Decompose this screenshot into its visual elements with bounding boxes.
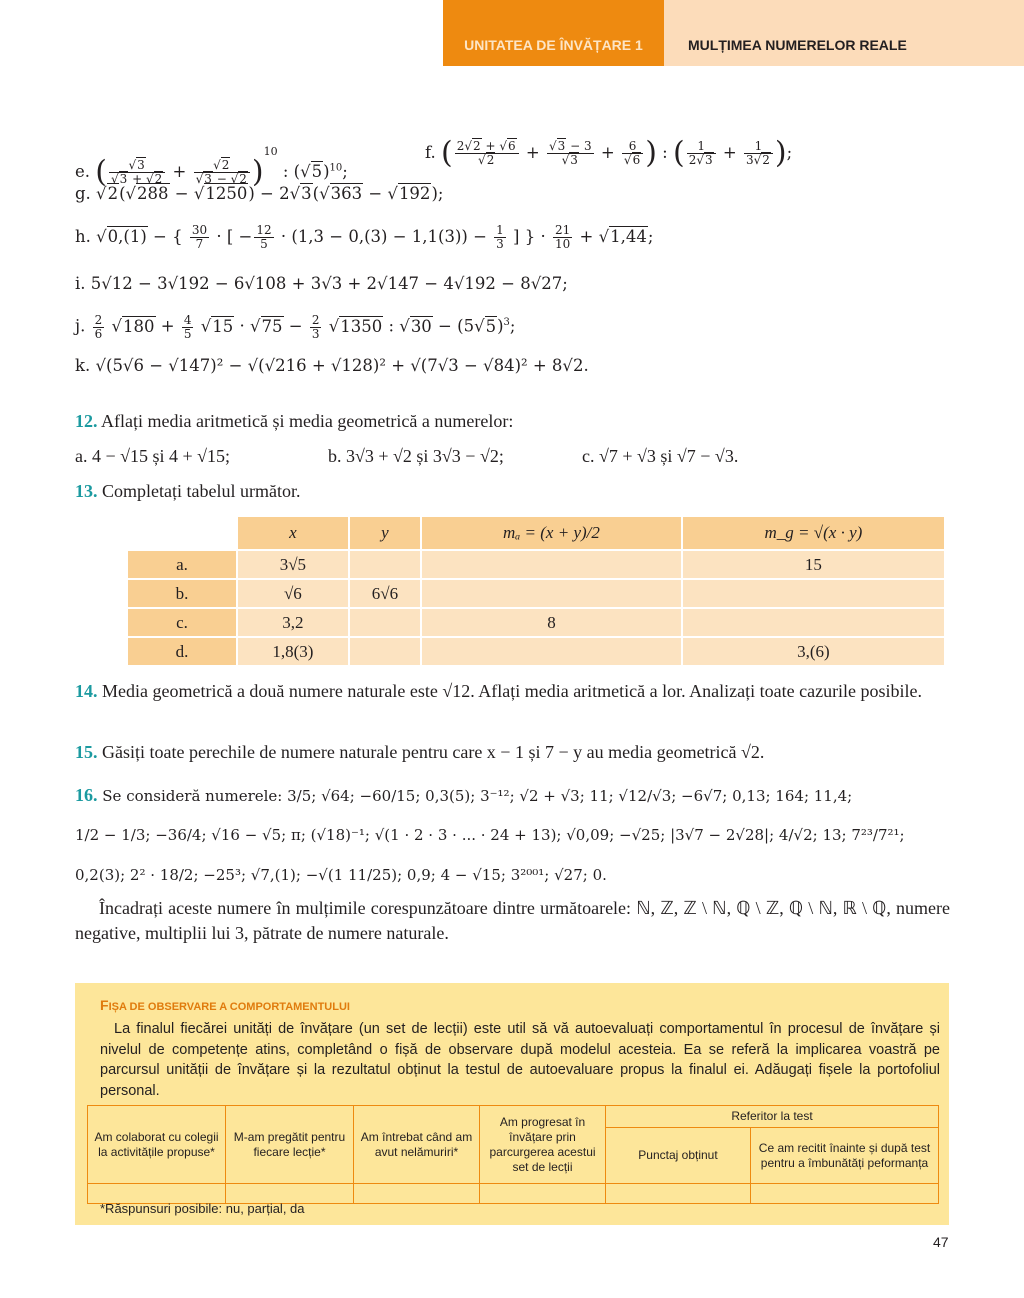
unit-label: UNITATEA DE ÎNVĂȚARE 1 (443, 0, 664, 66)
observation-table: Am colaborat cu colegii la activitățile propuse* M-am pregătit pentru fiecare lecție* Am întrebat când am avut nelămuriri* Am progresat în învățare prin parcurgerea acestui set de lecții Referitor la test Punctaj obținut Ce am recitit înainte și după test pentru a îmbunătăți peformanța (87, 1105, 939, 1204)
problem-16: 16. Se consideră numerele: 3/5; √64; −60/15; 0,3(5); 3⁻¹²; √2 + √3; 11; √12/√3; −6√7; 0,13; 164; 11,4; (75, 785, 853, 805)
problem-12a: a. 4 − √15 și 4 + √15; (75, 446, 231, 466)
problem-16-line3: 0,2(3); 2² · 18/2; −25³; √7,(1); −√(1 11/25); 0,9; 4 − √15; 3²⁰⁰¹; √27; 0. (75, 866, 607, 884)
observation-box (75, 983, 949, 1225)
table-row: b. √6 6√6 (128, 580, 944, 607)
footnote: *Răspunsuri posibile: nu, parțial, da (100, 1201, 305, 1216)
col-x: x (238, 517, 348, 549)
problem-12c: c. √7 + √3 și √7 − √3. (582, 446, 739, 466)
col-mg: m_g = √(x · y) (683, 517, 944, 549)
col-y: y (350, 517, 420, 549)
problem-13-table (126, 515, 946, 667)
problem-14: 14. Media geometrică a două numere naturale este √12. Aflați media aritmetică a lor. Analizați toate cazurile posibile. (75, 681, 923, 701)
problem-number: 12. (75, 411, 98, 431)
page-number: 47 (933, 1234, 949, 1250)
exercise-11k: k. √(5√6 − √147)² − √(√216 + √128)² + √(7√3 − √84)² + 8√2. (75, 356, 589, 375)
observation-box-text: La finalul fiecărei unități de învățare (un set de lecții) este util să vă autoevaluați comportamentul în procesul de învățare și nivelul de competențe atins, completând o fișă de observare după modelul acesteia. Ea se referă la implicarea voastră pe parcursul unității de învățare și la rezultatul obținut la testul de autoevaluare propus la finalul ei. Adăugați fișele la portofoliul personal. (100, 1021, 940, 1099)
table-row: a. 3√5 15 (128, 551, 944, 578)
exercise-11i: i. 5√12 − 3√192 − 6√108 + 3√3 + 2√147 − 4√192 − 8√27; (75, 274, 568, 293)
exercise-11e: e. ( $\frac{√3}{√3 + √2}$ + $\frac{√2}{√3 - √2}$ )$^{10}$ : $(√5)^{10}$; (75, 145, 348, 190)
answer-cell[interactable] (480, 1184, 606, 1204)
answer-cell[interactable] (606, 1184, 751, 1204)
col-ma: mₐ = (x + y)/2 (422, 517, 681, 549)
observation-box-title: FIȘA DE OBSERVARE A COMPORTAMENTULUI (100, 997, 350, 1013)
answer-cell[interactable] (751, 1184, 939, 1204)
page-header (443, 0, 1024, 66)
problem-16-line2: 1/2 − 1/3; −36/4; √16 − √5; π; (√18)⁻¹; √(1 · 2 · 3 · ... · 24 + 13); √0,09; −√25; |3√7 − 2√28|; 4/√2; 13; 7²³/7²¹; (75, 826, 905, 844)
problem-15: 15. Găsiți toate perechile de numere naturale pentru care x − 1 și 7 − y au media geometrică √2. (75, 742, 765, 762)
table-row: c. 3,2 8 (128, 609, 944, 636)
exercise-11h: h. √0,(1) − { $\frac{30}{7}$ · [ − $\frac{12}{5}$ · (1,3 − 0,(3) − 1,1(3)) − $\frac{1}{3}$ ] } · $\frac{21}{10}$ + √1,44; (75, 223, 654, 251)
exercise-11j: j. $\frac{2}{6}$ √180 + $\frac{4}{5}$ √15 · √75 − $\frac{2}{3}$ √1350 : $√30 - (5√5)^3$; (75, 312, 516, 341)
problem-12b: b. 3√3 + √2 și 3√3 − √2; (328, 446, 504, 466)
answer-cell[interactable] (354, 1184, 480, 1204)
exercise-11f: f. ( $\frac{2√2 + √6}{√2}$ + $\frac{√3 - 3}{√3}$ + $\frac{6}{√6}$ ) : ( $\frac{1}{2√3}$ + $\frac{1}{3√2}$ ); (425, 135, 793, 171)
table-row: d. 1,8(3) 3,(6) (128, 638, 944, 665)
exercise-11g: g. √2(√288 − √1250) − 2√3(√363 − √192); (75, 184, 444, 203)
problem-13: 13. Completați tabelul următor. (75, 481, 301, 501)
problem-16-instruction: Încadrați aceste numere în mulțimile corespunzătoare dintre următoarele: ℕ, ℤ, ℤ \ ℕ, ℚ \ ℤ, ℚ \ ℕ, ℝ \ ℚ, numere negative, multiplii lui 3, pătrate de numere naturale. (75, 898, 950, 943)
unit-title: MULȚIMEA NUMERELOR REALE (664, 0, 1024, 66)
problem-12: 12. Aflați media aritmetică și media geometrică a numerelor: (75, 411, 514, 431)
